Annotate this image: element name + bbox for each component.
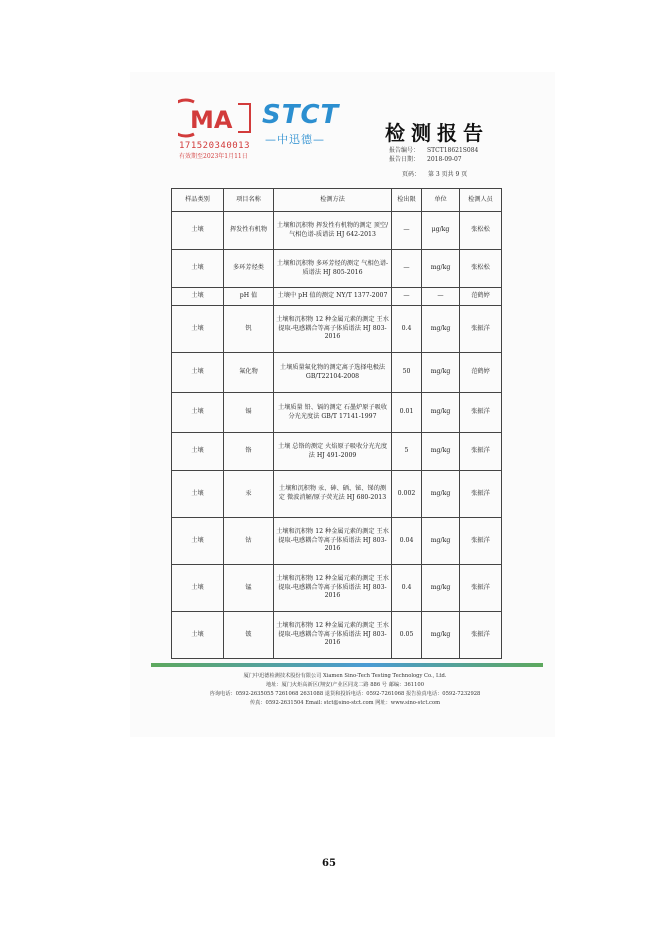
cell-method: 土壤和沉积物 挥发性有机物的测定 顶空/气相色谱-质谱法 HJ 642-2013: [274, 212, 392, 250]
cell-person: 张振洋: [460, 433, 502, 471]
page-indicator: [402, 169, 467, 178]
table-row: [172, 288, 502, 306]
report-date: [389, 154, 462, 163]
footer-address: 地址：厦门火炬高新区(翔安)产业区同龙二路 886 号 邮编：361100: [265, 682, 424, 689]
cell-person: 张松松: [460, 212, 502, 250]
table-row: [172, 518, 502, 565]
footer-company-name: 厦门中迅德检测技术股份有限公司 Xiamen Sino-Tech Testing Technology Co., Ltd.: [243, 673, 447, 679]
cell-person: 张振洋: [460, 612, 502, 659]
table-row: [172, 433, 502, 471]
cell-limit: 0.002: [392, 471, 422, 518]
cell-unit: mg/kg: [422, 250, 460, 288]
cell-method: 土壤和沉积物 12 种金属元素的测定 王水提取-电感耦合等离子体质谱法 HJ 803-2016: [274, 306, 392, 353]
table-row: [172, 471, 502, 518]
column-header: 检测方法: [274, 189, 392, 212]
cell-item: 铬: [224, 433, 274, 471]
table-header-row: [172, 189, 502, 212]
cell-category: 土壤: [172, 433, 224, 471]
table-row: [172, 250, 502, 288]
cell-limit: —: [392, 250, 422, 288]
cma-logo-icon: [178, 98, 258, 138]
test-methods-table: [171, 188, 502, 659]
report-number-label: 报告编号：: [389, 147, 420, 154]
cell-category: 土壤: [172, 565, 224, 612]
column-header: 检测人员: [460, 189, 502, 212]
table-row: [172, 612, 502, 659]
table-row: [172, 393, 502, 433]
cell-category: 土壤: [172, 250, 224, 288]
cell-item: 镉: [224, 393, 274, 433]
cell-limit: 0.01: [392, 393, 422, 433]
cell-method: 土壤和沉积物 汞、砷、硒、铋、锑的测定 微波消解/原子荧光法 HJ 680-2013: [274, 471, 392, 518]
cell-item: 氟化物: [224, 353, 274, 393]
page-value: 第 3 页共 9 页: [428, 171, 468, 178]
cell-unit: mg/kg: [422, 612, 460, 659]
cell-category: 土壤: [172, 471, 224, 518]
cell-item: pH 值: [224, 288, 274, 306]
cell-unit: mg/kg: [422, 471, 460, 518]
column-header: 项目名称: [224, 189, 274, 212]
cell-person: 张振洋: [460, 565, 502, 612]
cell-category: 土壤: [172, 518, 224, 565]
report-number: [389, 145, 478, 154]
report-date-label: 报告日期：: [389, 156, 420, 163]
page-number: 65: [322, 858, 336, 869]
cell-unit: mg/kg: [422, 306, 460, 353]
column-header: 样品类别: [172, 189, 224, 212]
cell-category: 土壤: [172, 306, 224, 353]
cell-unit: μg/kg: [422, 212, 460, 250]
cell-limit: 0.04: [392, 518, 422, 565]
report-title: 检测报告: [385, 121, 489, 145]
cell-category: 土壤: [172, 212, 224, 250]
table-row: [172, 353, 502, 393]
cell-unit: mg/kg: [422, 393, 460, 433]
brand-logo-subtitle: —中迅德—: [265, 133, 325, 146]
cell-category: 土壤: [172, 353, 224, 393]
cell-limit: 5: [392, 433, 422, 471]
cell-item: 钒: [224, 306, 274, 353]
footer-contact: 传真：0592-2631504 Email: stct@sino-stct.com 网址：www.sino-stct.com: [249, 700, 440, 707]
report-date-value: 2018-09-07: [427, 156, 462, 163]
cell-method: 土壤质量氟化物的测定离子选择电极法 GB/T22104-2008: [274, 353, 392, 393]
cell-method: 土壤和沉积物 12 种金属元素的测定 王水提取-电感耦合等离子体质谱法 HJ 803-2016: [274, 612, 392, 659]
cell-method: 土壤 总铬的测定 火焰原子吸收分光光度法 HJ 491-2009: [274, 433, 392, 471]
cell-category: 土壤: [172, 288, 224, 306]
cell-item: 汞: [224, 471, 274, 518]
table-row: [172, 212, 502, 250]
cell-unit: mg/kg: [422, 518, 460, 565]
cell-limit: 0.05: [392, 612, 422, 659]
cell-limit: —: [392, 212, 422, 250]
cell-category: 土壤: [172, 612, 224, 659]
cell-person: 范鹤婷: [460, 353, 502, 393]
table-row: [172, 565, 502, 612]
cma-certificate-code: 171520340013: [179, 141, 251, 151]
cell-person: 张振洋: [460, 306, 502, 353]
column-header: 检出限: [392, 189, 422, 212]
cell-unit: mg/kg: [422, 433, 460, 471]
cell-unit: —: [422, 288, 460, 306]
report-number-value: STCT18621S084: [427, 147, 479, 154]
cell-method: 土壤和沉积物 多环芳烃的测定 气相色谱-质谱法 HJ 805-2016: [274, 250, 392, 288]
cell-person: 张振洋: [460, 393, 502, 433]
column-header: 单位: [422, 189, 460, 212]
brand-logo-text: STCT: [262, 100, 340, 130]
cma-validity-note: 有效期至2023年1月11日: [179, 153, 248, 160]
company-footer: [170, 672, 520, 708]
cell-person: 张振洋: [460, 471, 502, 518]
cell-limit: 50: [392, 353, 422, 393]
cell-person: 范鹤婷: [460, 288, 502, 306]
cell-person: 张松松: [460, 250, 502, 288]
cell-method: 土壤和沉积物 12 种金属元素的测定 王水提取-电感耦合等离子体质谱法 HJ 803-2016: [274, 518, 392, 565]
cell-method: 土壤质量 铅、镉的测定 石墨炉原子吸收分光光度法 GB/T 17141-1997: [274, 393, 392, 433]
cell-limit: 0.4: [392, 306, 422, 353]
page-label: 页码：: [402, 171, 421, 178]
cell-person: 张振洋: [460, 518, 502, 565]
cell-limit: —: [392, 288, 422, 306]
cell-item: 铍: [224, 612, 274, 659]
table-row: [172, 306, 502, 353]
cell-method: 土壤和沉积物 12 种金属元素的测定 王水提取-电感耦合等离子体质谱法 HJ 803-2016: [274, 565, 392, 612]
cell-item: 挥发性有机物: [224, 212, 274, 250]
cell-unit: mg/kg: [422, 353, 460, 393]
cell-item: 锰: [224, 565, 274, 612]
cell-item: 多环芳烃类: [224, 250, 274, 288]
svg-text:MA: MA: [190, 106, 233, 134]
footer-color-bar: [151, 663, 543, 667]
cell-category: 土壤: [172, 393, 224, 433]
cell-unit: mg/kg: [422, 565, 460, 612]
cell-method: 土壤中 pH 值的测定 NY/T 1377-2007: [274, 288, 392, 306]
cell-item: 钴: [224, 518, 274, 565]
footer-phones: 咨询电话：0592-2635055 7261068 2631088 退货和投诉电话：0592-7261068 报告验真电话：0592-7232928: [209, 691, 481, 698]
cell-limit: 0.4: [392, 565, 422, 612]
